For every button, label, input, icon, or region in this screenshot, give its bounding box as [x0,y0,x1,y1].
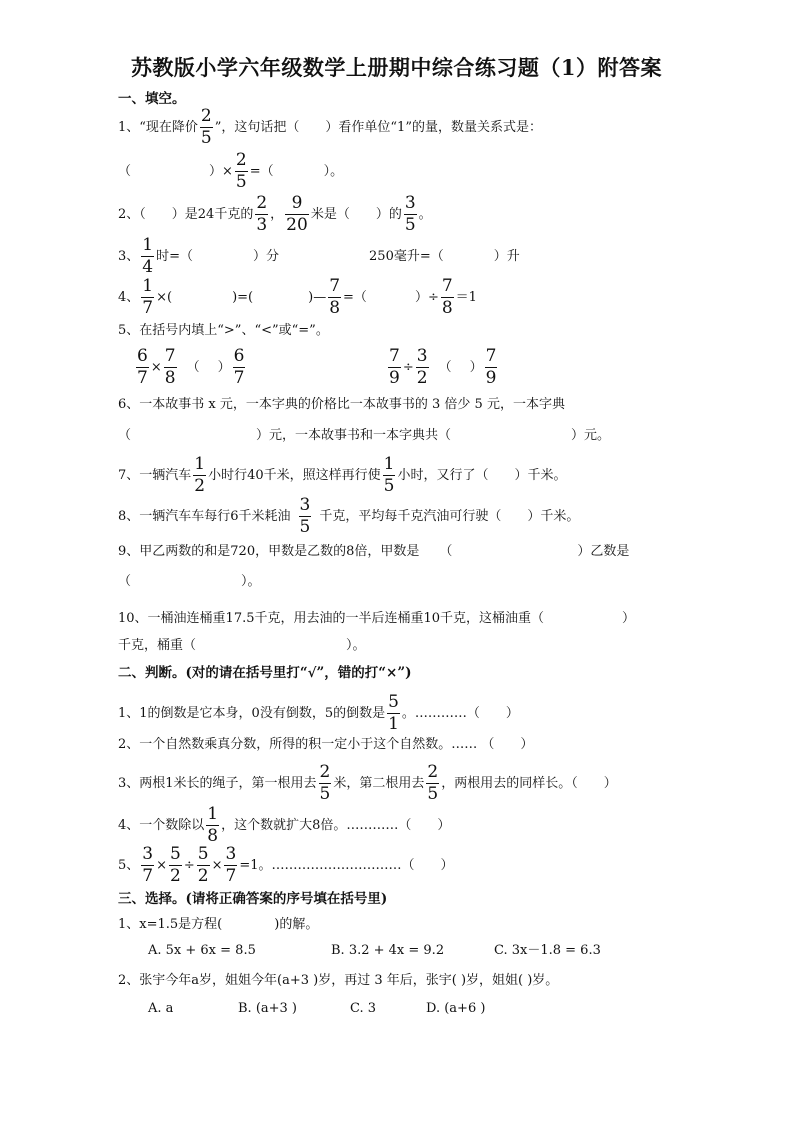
fraction: $\frac{2}{3}$ [256,193,268,235]
fraction: $\frac{1}{5}$ [383,454,395,496]
s1-q9-line2: （ ）。 [118,574,261,589]
fraction: $\frac{2}{5}$ [235,150,247,192]
s1-q10-line2: 千克，桶重（ ）。 [118,638,366,653]
s2-q3: 3、两根1米长的绳子，第一根用去 $\frac{2}{5}$ 米，第二根用去 $\frac{2}{5}$ ，两根用去的同样长。（ ） [118,762,617,804]
fraction: $\frac{7}{8}$ [329,276,341,318]
option-a: A. 5x + 6x = 8.5 [148,943,256,958]
fraction: $\frac{2}{5}$ [427,762,439,804]
page-title: 苏教版小学六年级数学上册期中综合练习题（1）附答案 [130,55,663,80]
fraction: $\frac{6}{7}$ [137,346,148,388]
fraction: $\frac{6}{7}$ [233,346,245,388]
option-c: C. 3 [350,1001,377,1016]
s1-q6-line1: 6、一本故事书 x 元，一本字典的价格比一本故事书的 3 倍少 5 元，一本字典 [118,397,565,412]
fraction: $\frac{1}{7}$ [142,276,154,318]
s1-q8: 8、一辆汽车车每行6千米耗油 $\frac{3}{5}$ 千克，平均每千克汽油可行驶（ ）千米。 [118,495,580,537]
fraction: $\frac{5}{1}$ [388,692,399,734]
fraction: $\frac{3}{7}$ [142,844,154,886]
fraction: $\frac{7}{8}$ [441,276,453,318]
option-c: C. 3x－1.8 = 6.3 [494,943,601,958]
s1-q4: 4、 $\frac{1}{7}$ ×( )=( )— $\frac{7}{8}$ =（ ）÷ $\frac{7}{8}$ ＝1 [118,276,477,318]
fraction: $\frac{2}{5}$ [319,762,331,804]
section3-heading: 三、选择。(请将正确答案的序号填在括号里) [118,891,388,907]
option-b: B. 3.2 + 4x = 9.2 [331,943,445,958]
s1-q6-line2: （ ）元，一本故事书和一本字典共（ ）元。 [118,428,611,443]
fraction: $\frac{9}{20}$ [286,193,308,235]
section1-heading: 一、填空。 [118,91,186,107]
option-b: B. (a+3 ) [238,1001,298,1016]
s3-q1-options [148,942,601,960]
s1-q1-line2: （ ）× $\frac{2}{5}$ =（ ）。 [118,150,344,192]
s1-q5-compare-a: $\frac{6}{7}$ × $\frac{7}{8}$ （ ） $\frac{6}{7}$ [137,346,245,388]
fraction: $\frac{1}{4}$ [142,235,154,277]
s1-q2: 2、（ ）是24千克的 $\frac{2}{3}$ ， $\frac{9}{20}$ 米是（ ）的 $\frac{3}{5}$ 。 [118,193,432,235]
s2-q2: 2、一个自然数乘真分数，所得的积一定小于这个自然数。…… （ ） [118,737,534,752]
s3-q2-options [148,1000,485,1018]
s1-q10-line1: 10、一桶油连桶重17.5千克，用去油的一半后连桶重10千克，这桶油重（ ） [118,611,636,626]
fraction: $\frac{3}{7}$ [225,844,237,886]
s1-q3: 3、 $\frac{1}{4}$ 时=（ ）分 250毫升=（ ）升 [118,235,520,277]
option-d: D. (a+6 ) [426,1001,486,1016]
s3-q1: 1、x=1.5是方程( )的解。 [118,917,319,932]
fraction: $\frac{1}{2}$ [194,454,206,496]
fraction: $\frac{3}{2}$ [416,346,428,388]
fraction: $\frac{7}{9}$ [485,346,497,388]
fraction: $\frac{5}{2}$ [197,844,209,886]
fraction: $\frac{3}{5}$ [404,193,416,235]
s2-q4: 4、一个数除以 $\frac{1}{8}$ ，这个数就扩大8倍。…………（ ） [118,804,451,846]
fraction: $\frac{7}{9}$ [389,346,400,388]
fraction: $\frac{1}{8}$ [207,804,219,846]
fraction: $\frac{2}{5}$ [200,106,212,148]
option-a: A. a [148,1001,174,1016]
s1-q1-line1: 1、“现在降价 $\frac{2}{5}$ ”，这句话把（ ）看作单位“1”的量，数量关系式是： [118,106,542,148]
s2-q1: 1、1的倒数是它本身，0没有倒数，5的倒数是 $\frac{5}{1}$ 。…………（ ） [118,692,519,734]
s3-q2: 2、张宇今年a岁，姐姐今年(a+3 )岁，再过 3 年后，张宇( )岁，姐姐( )岁。 [118,973,559,988]
section2-heading: 二、判断。(对的请在括号里打“√”，错的打“×”) [118,665,412,681]
s1-q5-prompt: 5、在括号内填上“>”、“<”或“=”。 [118,323,329,338]
fraction: $\frac{3}{5}$ [299,495,311,537]
s1-q9-line1: 9、甲乙两数的和是720，甲数是乙数的8倍，甲数是 （ ）乙数是 [118,544,630,559]
s1-q7: 7、一辆汽车 $\frac{1}{2}$ 小时行40千米，照这样再行使 $\frac{1}{5}$ 小时，又行了（ ）千米。 [118,454,567,496]
fraction: $\frac{5}{2}$ [170,844,181,886]
s2-q5: 5、 $\frac{3}{7}$ × $\frac{5}{2}$ ÷ $\frac{5}{2}$ × $\frac{3}{7}$ =1。…………………………（ ） [118,844,454,886]
s1-q5-compare-b: $\frac{7}{9}$ ÷ $\frac{3}{2}$ （ ） $\frac{7}{9}$ [389,346,497,388]
fraction: $\frac{7}{8}$ [164,346,176,388]
